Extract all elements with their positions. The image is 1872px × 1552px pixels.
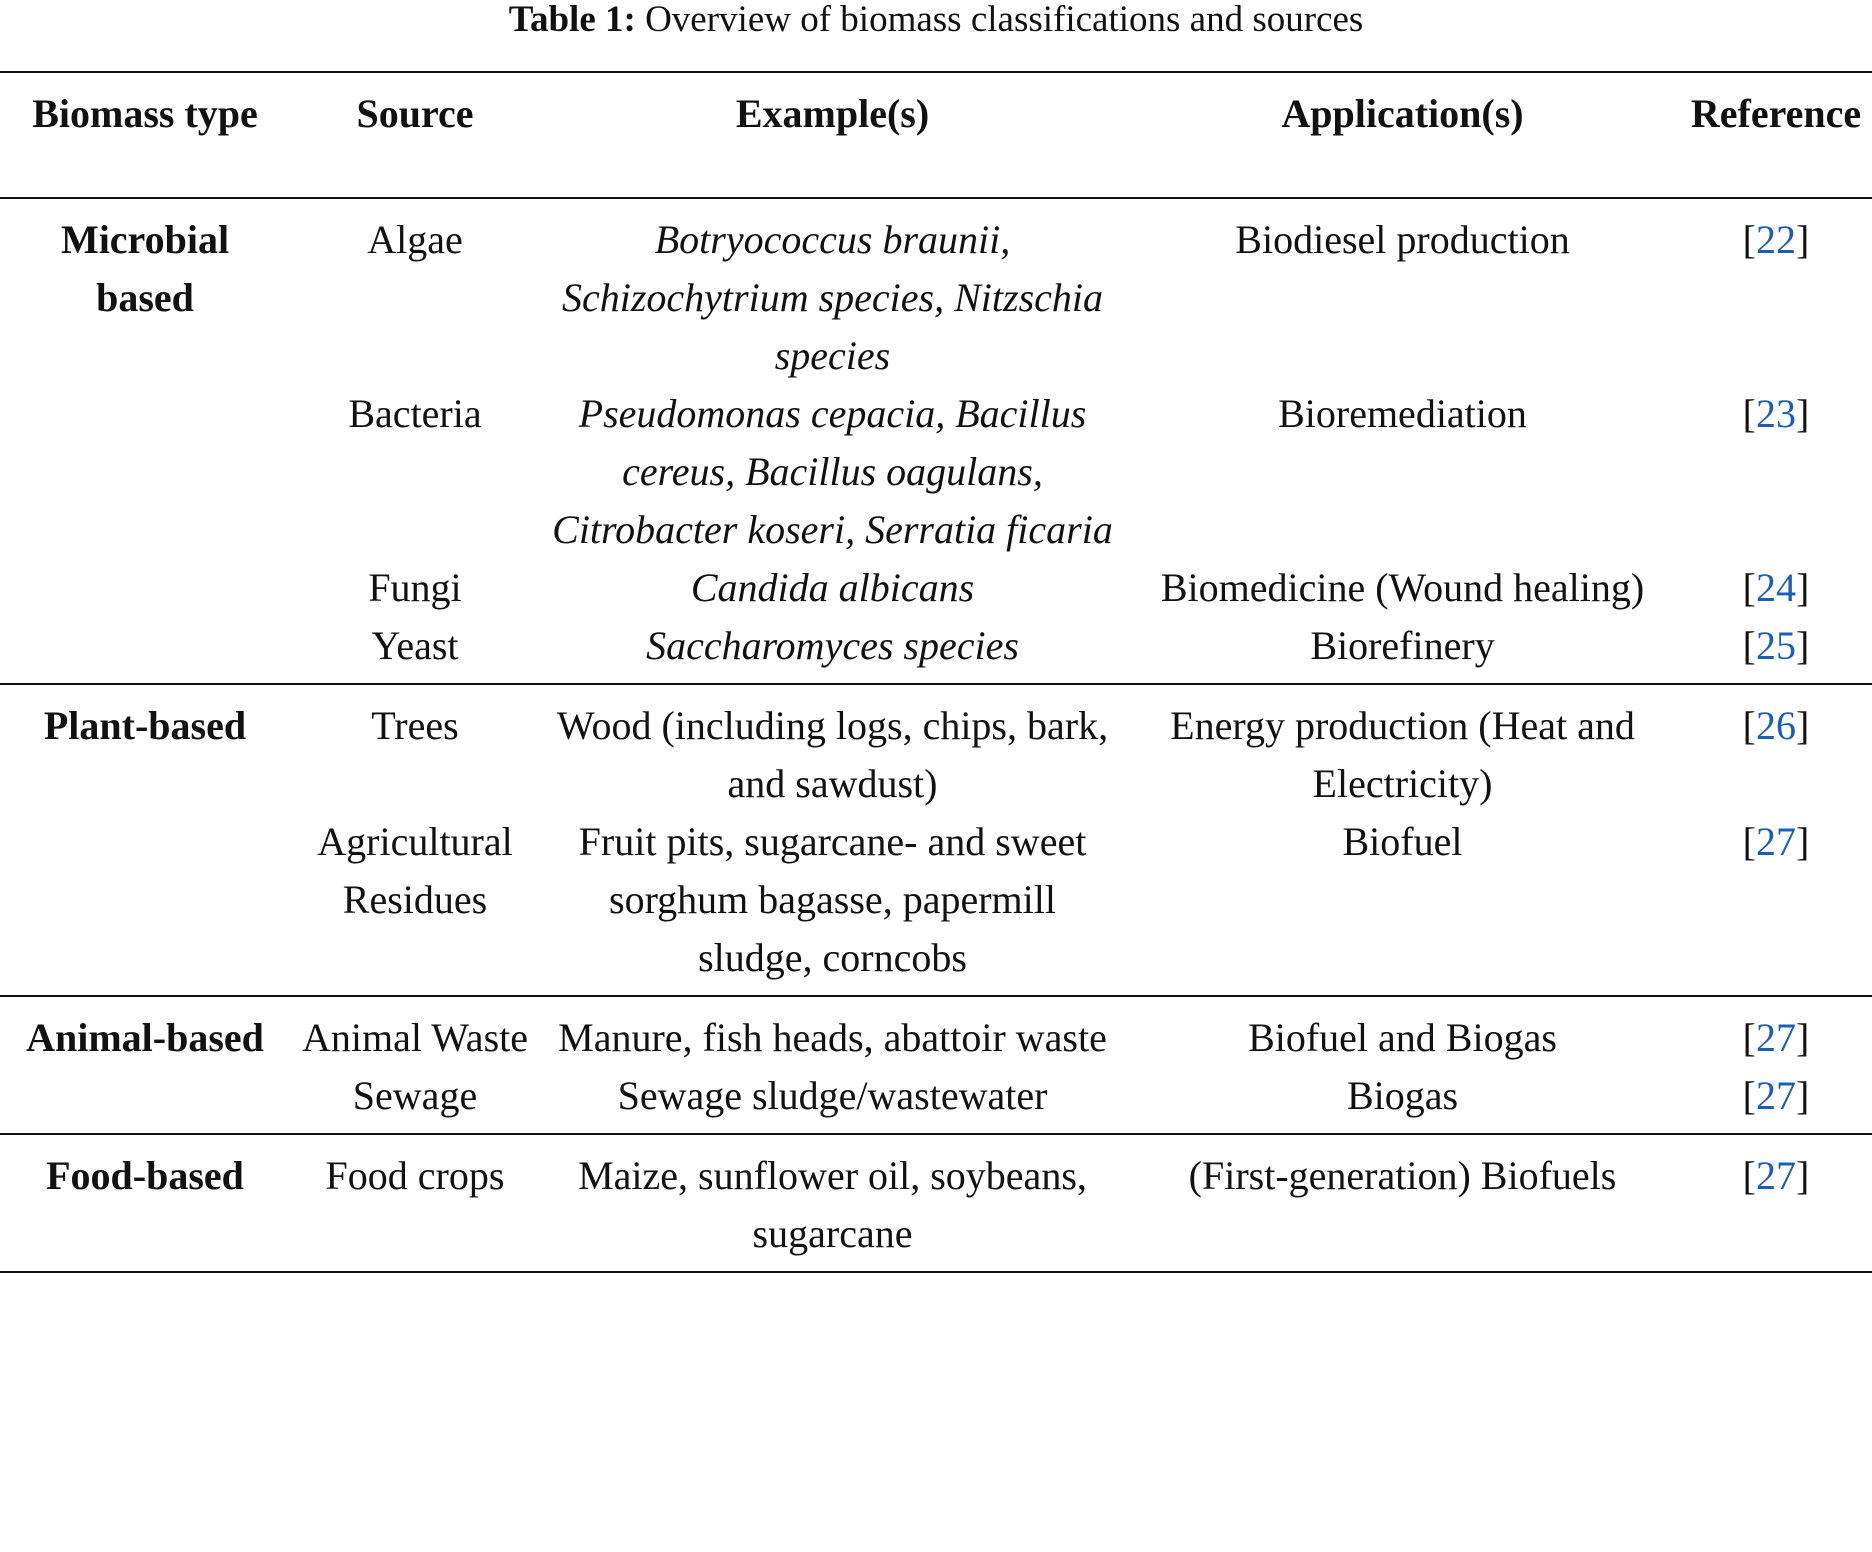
reference-cell: [22] <box>1742 217 1810 262</box>
header-source: Source <box>356 91 474 136</box>
caption-text: Overview of biomass classifications and sources <box>645 0 1364 40</box>
reference-link[interactable]: 26 <box>1756 703 1796 748</box>
table-row <box>0 1134 1872 1272</box>
examples-cell: Sewage sludge/wastewater <box>617 1073 1048 1118</box>
biomass-type-cell: Plant-based <box>43 703 247 748</box>
source-cell: Yeast <box>371 623 459 668</box>
biomass-table <box>0 71 1872 1273</box>
source-cell: Agricultural Residues <box>317 819 513 922</box>
reference-link[interactable]: 27 <box>1756 1015 1796 1060</box>
table-caption <box>0 0 1872 40</box>
examples-cell: Pseudomonas cepacia, Bacillus cereus, Bacillus oagulans, Citrobacter koseri, Serratia ficaria <box>552 391 1113 552</box>
reference-link[interactable]: 23 <box>1756 391 1796 436</box>
header-examples: Example(s) <box>735 91 930 136</box>
reference-cell: [27] <box>1742 819 1810 864</box>
group-animal-based <box>0 996 1872 1134</box>
reference-link[interactable]: 24 <box>1756 565 1796 610</box>
biomass-type-cell: Food-based <box>46 1153 244 1198</box>
source-cell: Fungi <box>368 565 462 610</box>
application-cell: Biomedicine (Wound healing) <box>1160 565 1645 610</box>
header-applications: Application(s) <box>1281 91 1524 136</box>
group-plant-based <box>0 684 1872 996</box>
application-cell: Biofuel and Biogas <box>1248 1015 1557 1060</box>
reference-cell: [24] <box>1742 565 1810 610</box>
application-cell: (First-generation) Biofuels <box>1188 1153 1617 1198</box>
application-cell: Bioremediation <box>1278 391 1527 436</box>
header-biomass-type: Biomass type <box>32 91 258 136</box>
source-cell: Algae <box>367 217 463 262</box>
source-cell: Bacteria <box>348 391 482 436</box>
reference-cell: [26] <box>1742 703 1810 748</box>
application-cell: Biorefinery <box>1310 623 1495 668</box>
source-cell: Trees <box>371 703 459 748</box>
examples-cell: Botryococcus braunii, Schizochytrium species, Nitzschia species <box>561 217 1104 378</box>
group-food-based <box>0 1134 1872 1272</box>
reference-cell: [27] <box>1742 1153 1810 1198</box>
header-reference: Reference <box>1690 91 1862 136</box>
reference-link[interactable]: 25 <box>1756 623 1796 668</box>
application-cell: Biodiesel production <box>1235 217 1570 262</box>
source-cell: Food crops <box>325 1153 505 1198</box>
biomass-type-cell: Animal-based <box>26 1015 264 1060</box>
examples-cell: Maize, sunflower oil, soybeans, sugarcane <box>578 1153 1087 1256</box>
examples-cell: Manure, fish heads, abattoir waste <box>558 1015 1107 1060</box>
application-cell: Biofuel <box>1342 819 1463 864</box>
header-row <box>0 72 1872 198</box>
reference-cell: [25] <box>1742 623 1810 668</box>
caption-label: Table 1: <box>508 0 636 40</box>
application-cell: Energy production (Heat and Electricity) <box>1170 703 1635 806</box>
table-row <box>0 684 1872 813</box>
reference-link[interactable]: 22 <box>1756 217 1796 262</box>
reference-link[interactable]: 27 <box>1756 1153 1796 1198</box>
source-cell: Sewage <box>352 1073 478 1118</box>
table-row <box>0 996 1872 1067</box>
examples-cell: Wood (including logs, chips, bark, and sawdust) <box>556 703 1109 806</box>
reference-cell: [27] <box>1742 1015 1810 1060</box>
reference-cell: [23] <box>1742 391 1810 436</box>
application-cell: Biogas <box>1346 1073 1459 1118</box>
examples-cell: Fruit pits, sugarcane- and sweet sorghum bagasse, papermill sludge, corncobs <box>578 819 1087 980</box>
source-cell: Animal Waste <box>302 1015 528 1060</box>
table-row <box>0 198 1872 385</box>
reference-link[interactable]: 27 <box>1756 819 1796 864</box>
examples-cell: Candida albicans <box>690 565 975 610</box>
reference-cell: [27] <box>1742 1073 1810 1118</box>
biomass-type-cell: Microbial based <box>60 217 230 320</box>
reference-link[interactable]: 27 <box>1756 1073 1796 1118</box>
group-microbial-based <box>0 198 1872 684</box>
examples-cell: Saccharomyces species <box>646 623 1019 668</box>
